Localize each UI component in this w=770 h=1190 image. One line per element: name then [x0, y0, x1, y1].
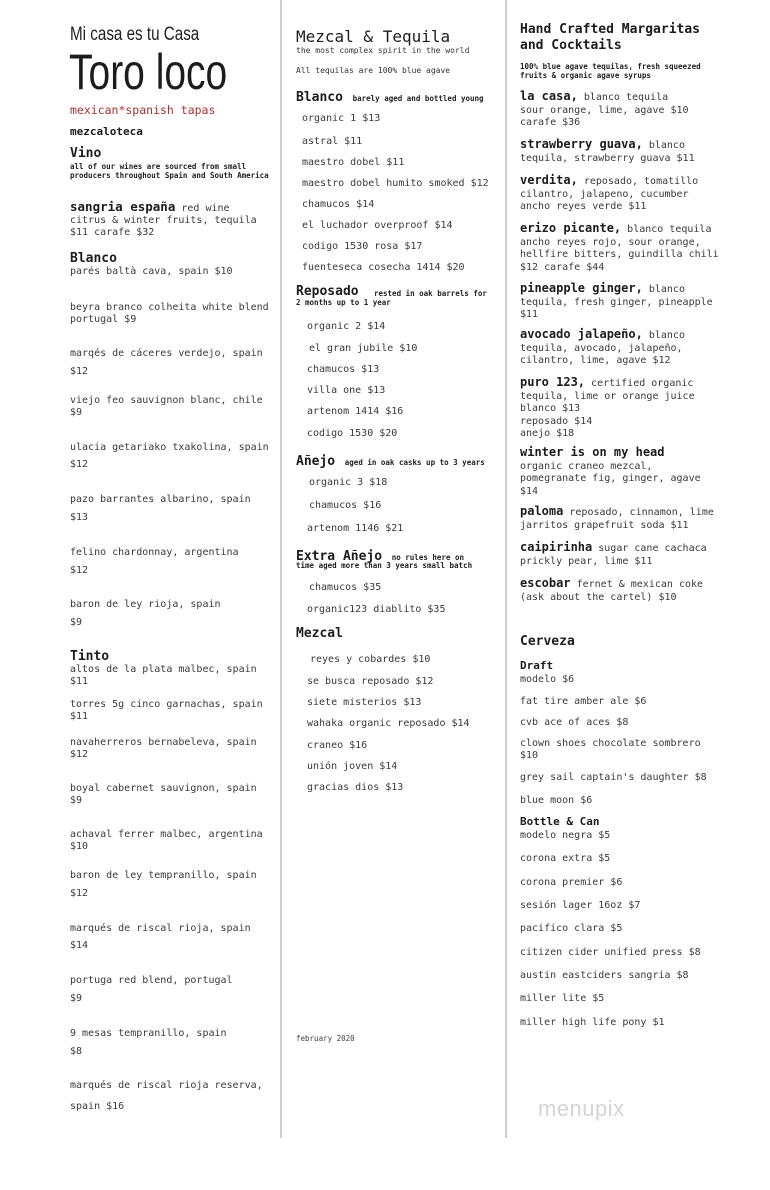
mezcal-item: siete misterios $13 [307, 697, 422, 708]
cocktail-line: hellfire bitters, guindilla chili [520, 249, 719, 260]
menu-date: february 2020 [296, 1034, 355, 1043]
cocktail-desc: reposado, tomatillo [577, 176, 699, 187]
cocktail-first-line [520, 376, 695, 391]
brand-tagline: Mi casa es tu Casa [70, 24, 200, 45]
sangria-desc2: citrus & winter fruits, tequila [70, 215, 257, 226]
tequila-item: organic 3 $18 [309, 477, 388, 488]
cocktail-entry [520, 174, 698, 214]
beer-item: clown shoes chocolate sombrero [520, 738, 701, 749]
wine-item: $9 [70, 795, 83, 806]
sangria-price: $11 carafe $32 [70, 227, 155, 238]
wine-item: beyra branco colheita white blend [70, 302, 269, 313]
cocktail-name: escobar [520, 576, 571, 590]
extra-anejo-title: Extra Añejo [296, 549, 383, 564]
beer-item: austin eastciders sangria $8 [520, 970, 689, 981]
anejo-title: Añejo [296, 454, 336, 469]
cocktail-first-line [520, 328, 685, 343]
cocktail-line: jarritos grapefruit soda $11 [520, 519, 689, 531]
wine-item: $13 [70, 512, 89, 523]
mezcal-item: se busca reposado $12 [307, 676, 434, 687]
anejo-note: aged in oak casks up to 3 years [344, 458, 485, 467]
cocktail-entry [520, 222, 719, 274]
beer-item: miller lite $5 [520, 993, 605, 1004]
cocktail-line: cilantro, lime, agave $12 [520, 355, 671, 366]
tequila-item: maestro dobel humito smoked $12 [302, 178, 489, 189]
wine-item: pazo barrantes albarino, spain [70, 494, 251, 505]
cocktail-entry [520, 90, 689, 130]
wine-item: marqués de riscal rioja, spain [70, 923, 251, 934]
cocktail-name: paloma [520, 504, 564, 518]
cocktail-line: blanco $13 [520, 403, 581, 414]
cocktail-entry [520, 282, 713, 322]
cocktail-name: puro 123, [520, 375, 586, 389]
column-divider-left [280, 0, 282, 1138]
cocktail-line: (ask about the cartel) $10 [520, 591, 677, 603]
cocktail-line: tequila, lime or orange juice [520, 390, 695, 402]
wine-item: ulacia getariako txakolina, spain [70, 442, 269, 453]
cocktail-line: $14 [520, 485, 539, 497]
wine-item: $11 [70, 676, 89, 687]
cocktail-first-line [520, 577, 703, 592]
cocktail-entry [520, 376, 695, 441]
beer-item: corona premier $6 [520, 877, 623, 888]
cocktail-first-line [520, 446, 701, 461]
cocktail-desc: blanco [642, 140, 685, 151]
cocktail-desc: blanco tequila [621, 224, 712, 235]
cocktail-first-line [520, 505, 714, 520]
wine-item: portuga red blend, portugal [70, 975, 233, 986]
cocktail-name: strawberry guava, [520, 137, 643, 151]
wine-item: $9 [70, 617, 83, 628]
wine-item: boyal cabernet sauvignon, spain [70, 783, 257, 794]
cocktail-line: anejo $18 [520, 428, 575, 439]
mezcaloteca-label: mezcaloteca [70, 125, 143, 138]
wine-item: achaval ferrer malbec, argentina [70, 829, 263, 840]
column-divider-right [505, 0, 507, 1138]
beer-item: grey sail captain's daughter $8 [520, 772, 707, 783]
beer-item: citizen cider unified press $8 [520, 947, 701, 958]
wine-item: $10 [70, 841, 89, 852]
cocktail-title-line2: and Cocktails [520, 38, 622, 53]
beer-item: pacifico clara $5 [520, 923, 623, 934]
cocktail-line: tequila, fresh ginger, pineapple [520, 296, 713, 308]
tequila-item: codigo 1530 $20 [307, 428, 398, 439]
cocktail-entry [520, 505, 714, 532]
cocktail-name: la casa, [520, 89, 578, 103]
wine-item: viejo feo sauvignon blanc, chile [70, 395, 263, 406]
cocktail-desc: certified organic [585, 378, 694, 389]
wine-item: $14 [70, 940, 89, 951]
cocktail-desc: blanco [642, 284, 685, 295]
tequila-item: organic 1 $13 [302, 113, 381, 124]
cocktail-entry [520, 446, 701, 498]
cocktail-line: prickly pear, lime $11 [520, 555, 653, 567]
brand-name: Toro loco [69, 44, 228, 100]
wine-item: portugal $9 [70, 314, 137, 325]
tinto-heading: Tinto [70, 649, 110, 664]
tequila-item: el luchador overproof $14 [302, 220, 453, 231]
wine-item: felino chardonnay, argentina [70, 547, 239, 558]
cocktail-name: pineapple ginger, [520, 281, 643, 295]
cocktail-desc: blanco [642, 330, 685, 341]
wine-item: $12 [70, 749, 89, 760]
mezcal-heading: Mezcal [296, 626, 343, 641]
tequila-item: chamucos $14 [302, 199, 375, 210]
reposado-note: rested in oak barrels for 2 months up to 1 year [296, 289, 487, 307]
sangria-line [70, 201, 230, 216]
blanco-tequila-note: barely aged and bottled young [352, 94, 484, 103]
cocktail-first-line [520, 138, 695, 153]
blanco-wine-heading: Blanco [70, 251, 117, 266]
cocktail-name: avocado jalapeño, [520, 327, 643, 341]
beer-item: modelo negra $5 [520, 830, 611, 841]
cocktail-entry [520, 138, 695, 165]
cocktail-line: tequila, avocado, jalapeño, [520, 342, 683, 354]
mezcal-item: reyes y cobardes $10 [310, 654, 431, 665]
wine-item: altos de la plata malbec, spain [70, 664, 257, 675]
wine-item: $9 [70, 993, 83, 1004]
blanco-tequila-heading [296, 86, 484, 105]
cocktail-first-line [520, 174, 698, 189]
beer-item: modelo $6 [520, 674, 575, 685]
extra-anejo-note2: time aged more than 3 years small batch [296, 561, 473, 570]
mezcal-item: gracias dios $13 [307, 782, 404, 793]
cocktail-entry [520, 541, 707, 568]
cocktail-line: ancho reyes verde $11 [520, 201, 647, 212]
tequila-item: organic 2 $14 [307, 321, 386, 332]
cocktail-first-line [520, 222, 719, 237]
cocktail-first-line [520, 90, 689, 105]
cocktail-desc: reposado, cinnamon, lime [563, 507, 714, 518]
vino-note: all of our wines are sourced from small producers throughout Spain and South America [70, 162, 269, 180]
wine-item: $9 [70, 407, 83, 418]
cocktail-first-line [520, 282, 713, 297]
cocktail-line: pomegranate fig, ginger, agave [520, 473, 701, 484]
cocktail-line: tequila, strawberry guava $11 [520, 152, 695, 164]
extra-anejo-note1: no rules here on [391, 553, 464, 562]
wine-item: marqués de riscal rioja reserva, [70, 1080, 263, 1091]
mezcal-item: unión joven $14 [307, 761, 398, 772]
blanco-tequila-title: Blanco [296, 90, 343, 105]
cocktail-first-line [520, 541, 707, 556]
beer-item: miller high life pony $1 [520, 1017, 665, 1028]
beer-item: blue moon $6 [520, 795, 593, 806]
cocktail-line: organic craneo mezcal, [520, 460, 653, 472]
agave-note: All tequilas are 100% blue agave [296, 66, 451, 75]
tequila-item: chamucos $16 [309, 500, 382, 511]
tequila-item: chamucos $13 [307, 364, 380, 375]
cocktail-line: reposado $14 [520, 415, 593, 427]
cocktail-name: erizo picante, [520, 221, 622, 235]
wine-item: $12 [70, 366, 89, 377]
wine-item: $8 [70, 1046, 83, 1057]
wine-item: $12 [70, 459, 89, 470]
wine-item: $12 [70, 565, 89, 576]
tequila-item: chamucos $35 [309, 582, 382, 593]
cocktail-line: $12 carafe $44 [520, 261, 605, 273]
cocktail-name: caipirinha [520, 540, 593, 554]
wine-item: 9 mesas tempranillo, spain [70, 1028, 227, 1039]
cocktail-title-line1: Hand Crafted Margaritas [520, 22, 701, 37]
tequila-item: artenom 1414 $16 [307, 406, 404, 417]
mezcal-item: craneo $16 [307, 740, 368, 751]
tequila-item: artenom 1146 $21 [307, 523, 404, 534]
wine-item: spain $16 [70, 1101, 125, 1112]
tequila-item: villa one $13 [307, 385, 386, 396]
tequila-item: fuenteseca cosecha 1414 $20 [302, 262, 465, 273]
cocktail-entry [520, 328, 685, 368]
reposado-title: Reposado [296, 284, 359, 299]
wine-item: $11 [70, 711, 89, 722]
wine-item: parés baltà cava, spain $10 [70, 266, 233, 277]
tequila-item: maestro dobel $11 [302, 157, 405, 168]
tequila-item: organic123 diablito $35 [307, 604, 446, 615]
cocktail-line: ancho reyes rojo, sour orange, [520, 236, 701, 248]
sangria-name: sangria españa [70, 199, 176, 214]
beer-item: $10 [520, 750, 539, 761]
beer-item: fat tire amber ale $6 [520, 696, 647, 707]
beer-item: corona extra $5 [520, 853, 611, 864]
wine-item: torres 5g cinco garnachas, spain [70, 699, 263, 710]
wine-item: navaherreros bernabeleva, spain [70, 737, 257, 748]
cocktail-line: sour orange, lime, agave $10 [520, 104, 689, 116]
anejo-heading [296, 450, 485, 469]
cocktail-note: 100% blue agave tequilas, fresh squeezed fruits & organic agave syrups [520, 62, 701, 80]
sangria-desc: red wine [175, 203, 230, 214]
bottle-can-heading: Bottle & Can [520, 815, 600, 828]
cocktail-line: $11 [520, 309, 539, 320]
brand-subtitle: mexican*spanish tapas [70, 103, 216, 117]
wine-item: $12 [70, 888, 89, 899]
cocktail-entry [520, 577, 703, 604]
cocktail-line: cilantro, jalapeno, cucumber [520, 188, 689, 200]
wine-item: marqés de cáceres verdejo, spain [70, 348, 263, 359]
tequila-item: el gran jubile $10 [309, 343, 418, 354]
mezcal-item: wahaka organic reposado $14 [307, 718, 470, 729]
menupix-watermark: menupix [538, 1096, 625, 1121]
tequila-item: astral $11 [302, 136, 363, 147]
beer-item: cvb ace of aces $8 [520, 717, 629, 728]
tequila-title: Mezcal & Tequila [296, 27, 451, 46]
beer-item: sesión lager 16oz $7 [520, 900, 641, 911]
cocktail-line: carafe $36 [520, 117, 581, 128]
vino-heading: Vino [70, 146, 102, 161]
wine-item: baron de ley rioja, spain [70, 599, 221, 610]
cocktail-name: winter is on my head [520, 445, 665, 459]
cerveza-heading: Cerveza [520, 634, 575, 649]
cocktail-desc: sugar cane cachaca [592, 543, 707, 554]
tequila-item: codigo 1530 rosa $17 [302, 241, 423, 252]
cocktail-desc: blanco tequila [577, 92, 669, 103]
draft-heading: Draft [520, 659, 554, 672]
cocktail-desc: fernet & mexican coke [570, 579, 704, 590]
tequila-subtitle: the most complex spirit in the world [296, 46, 470, 55]
wine-item: baron de ley tempranillo, spain [70, 870, 257, 881]
cocktail-name: verdita, [520, 173, 578, 187]
